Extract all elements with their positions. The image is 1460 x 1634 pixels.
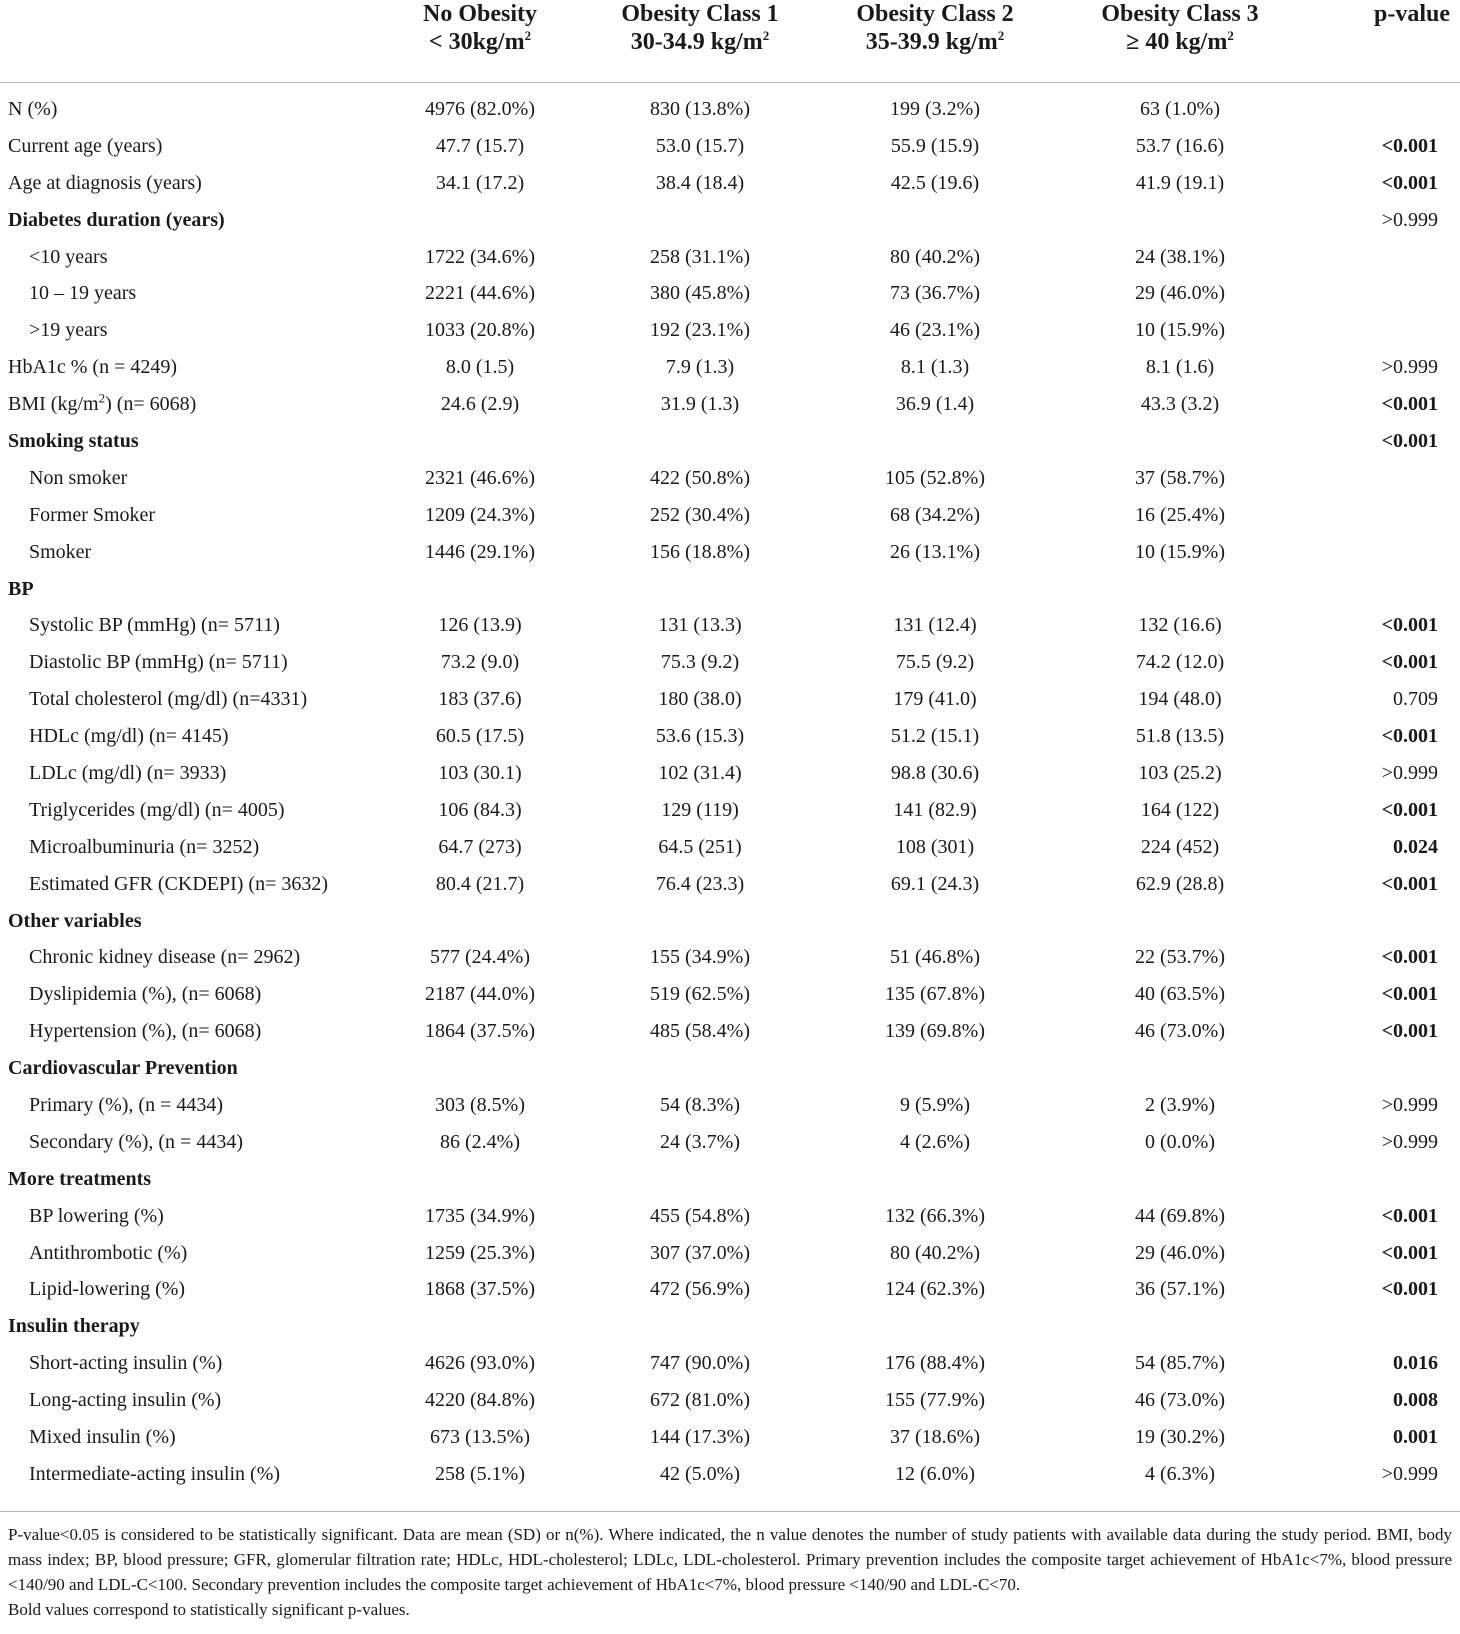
class3-cell: 51.8 (13.5) — [1135, 725, 1225, 748]
header-no-obesity — [370, 0, 590, 83]
no-obesity-cell: 47.7 (15.7) — [435, 134, 525, 157]
table-header — [0, 0, 1460, 83]
class3-cell: 43.3 (3.2) — [1140, 393, 1220, 416]
class3-cell: 8.1 (1.6) — [1145, 356, 1215, 379]
class3-cell: 194 (48.0) — [1138, 688, 1222, 711]
class2-cell: 8.1 (1.3) — [900, 356, 970, 379]
class2-cell: 69.1 (24.3) — [890, 872, 980, 895]
no-obesity-cell: 258 (5.1%) — [435, 1462, 525, 1485]
class3-cell: 103 (25.2) — [1138, 761, 1222, 784]
table-row — [0, 460, 1460, 497]
p-value-cell: <0.001 — [1381, 134, 1438, 157]
table-row — [0, 681, 1460, 718]
table-row — [0, 423, 1460, 460]
header-variable — [0, 0, 370, 83]
class3-cell: 74.2 (12.0) — [1135, 651, 1225, 674]
table-row — [0, 755, 1460, 792]
p-value-cell: >0.999 — [1381, 761, 1438, 784]
class2-cell — [810, 1050, 1060, 1087]
row-label: Systolic BP (mmHg) (n= 5711) — [29, 614, 280, 637]
table-row — [0, 128, 1460, 165]
class2-cell: 4 (2.6%) — [900, 1130, 970, 1153]
p-value-cell — [1300, 460, 1460, 497]
p-value-cell — [1300, 83, 1460, 128]
class3-cell: 54 (85.7%) — [1135, 1352, 1225, 1375]
p-value-cell — [1300, 1050, 1460, 1087]
no-obesity-cell: 2321 (46.6%) — [425, 466, 535, 489]
class3-cell: 36 (57.1%) — [1135, 1278, 1225, 1301]
no-obesity-cell: 1864 (37.5%) — [425, 1020, 535, 1043]
no-obesity-cell: 1209 (24.3%) — [425, 503, 535, 526]
row-label: <10 years — [29, 245, 108, 268]
table-row — [0, 792, 1460, 829]
p-value-cell: <0.001 — [1381, 1241, 1438, 1264]
table-row — [0, 718, 1460, 755]
class3-cell — [1060, 903, 1300, 940]
header-class2-range: 35-39.9 $kg/m^2$ — [865, 28, 1005, 55]
table-row — [0, 1382, 1460, 1419]
class3-cell — [1060, 423, 1300, 460]
table-row — [0, 497, 1460, 534]
row-label: Triglycerides (mg/dl) (n= 4005) — [29, 798, 285, 821]
class2-cell: 141 (82.9) — [893, 798, 977, 821]
p-value-cell: <0.001 — [1381, 946, 1438, 969]
row-label: Chronic kidney disease (n= 2962) — [29, 946, 301, 969]
class2-cell: 51.2 (15.1) — [890, 725, 980, 748]
no-obesity-cell: 24.6 (2.9) — [440, 393, 520, 416]
no-obesity-cell: 8.0 (1.5) — [445, 356, 515, 379]
class2-cell: 124 (62.3%) — [885, 1278, 985, 1301]
no-obesity-cell: 673 (13.5%) — [430, 1426, 530, 1448]
p-value-cell: <0.001 — [1381, 983, 1438, 1006]
class3-cell: 41.9 (19.1) — [1135, 171, 1225, 194]
no-obesity-cell: 106 (84.3) — [438, 798, 522, 821]
p-value-cell — [1300, 275, 1460, 312]
class2-cell: 132 (66.3%) — [885, 1204, 985, 1227]
row-label: Non smoker — [29, 466, 128, 489]
class2-cell: 55.9 (15.9) — [890, 134, 980, 157]
p-value-cell: <0.001 — [1381, 429, 1438, 452]
class1-cell: 129 (119) — [661, 798, 739, 821]
row-label: HbA1c % (n = 4249) — [8, 356, 178, 379]
table-row — [0, 644, 1460, 681]
p-value-cell — [1300, 1308, 1460, 1345]
p-value-cell: <0.001 — [1381, 651, 1438, 674]
class3-cell — [1060, 1161, 1300, 1198]
header-no-obesity-title: No Obesity — [423, 1, 537, 27]
class1-cell: 747 (90.0%) — [650, 1352, 750, 1375]
row-label: Long-acting insulin (%) — [29, 1389, 222, 1412]
no-obesity-cell: 1722 (34.6%) — [425, 245, 535, 268]
class2-cell — [810, 571, 1060, 608]
class1-cell: 830 (13.8%) — [650, 97, 750, 120]
class1-cell — [590, 1161, 810, 1198]
p-value-cell: <0.001 — [1381, 798, 1438, 821]
class3-cell — [1060, 1050, 1300, 1087]
class1-cell: 252 (30.4%) — [650, 503, 750, 526]
row-label: BP lowering (%) — [29, 1204, 164, 1227]
table-row — [0, 1050, 1460, 1087]
class1-cell: 144 (17.3%) — [650, 1426, 750, 1448]
table-row — [0, 1087, 1460, 1124]
no-obesity-cell: 64.7 (273) — [438, 835, 522, 858]
header-class1-title: Obesity Class 1 — [621, 1, 779, 27]
class2-cell: 139 (69.8%) — [885, 1020, 985, 1043]
no-obesity-cell: 1446 (29.1%) — [425, 540, 535, 563]
p-value-cell: <0.001 — [1381, 614, 1438, 637]
class3-cell: 19 (30.2%) — [1135, 1426, 1225, 1448]
class1-cell — [590, 1308, 810, 1345]
class1-cell: 472 (56.9%) — [650, 1278, 750, 1301]
table-row — [0, 1308, 1460, 1345]
no-obesity-cell: 303 (8.5%) — [435, 1093, 525, 1116]
class3-cell: 24 (38.1%) — [1135, 245, 1225, 268]
table-row — [0, 939, 1460, 976]
class2-cell — [810, 903, 1060, 940]
row-label: Intermediate-acting insulin (%) — [29, 1462, 281, 1485]
no-obesity-cell: 1033 (20.8%) — [425, 319, 535, 342]
no-obesity-cell: 4220 (84.8%) — [425, 1389, 535, 1412]
row-label: Dyslipidemia (%), (n= 6068) — [29, 983, 262, 1006]
class2-cell: 98.8 (30.6) — [890, 761, 980, 784]
class2-cell: 105 (52.8%) — [885, 466, 985, 489]
p-value-cell: >0.999 — [1381, 208, 1438, 231]
class2-cell — [810, 1308, 1060, 1345]
class3-cell: 44 (69.8%) — [1135, 1204, 1225, 1227]
table-row — [0, 1161, 1460, 1198]
table-row — [0, 349, 1460, 386]
no-obesity-cell: 1735 (34.9%) — [425, 1204, 535, 1227]
class2-cell — [810, 202, 1060, 239]
p-value-cell: <0.001 — [1381, 393, 1438, 416]
p-value-cell: 0.709 — [1393, 688, 1438, 711]
no-obesity-cell: 86 (2.4%) — [440, 1130, 520, 1153]
row-label: Cardiovascular Prevention — [8, 1057, 238, 1080]
row-label: 10 – 19 years — [29, 282, 137, 305]
p-value-cell: <0.001 — [1381, 171, 1438, 194]
p-value-cell — [1300, 903, 1460, 940]
table-body — [0, 83, 1460, 1493]
class1-cell: 75.3 (9.2) — [660, 651, 740, 674]
row-label: Insulin therapy — [8, 1315, 140, 1338]
class3-cell — [1060, 1308, 1300, 1345]
class2-cell: 73 (36.7%) — [890, 282, 980, 305]
class1-cell: 38.4 (18.4) — [655, 171, 745, 194]
class2-cell: 12 (6.0%) — [895, 1462, 975, 1485]
row-label: Hypertension (%), (n= 6068) — [29, 1020, 262, 1043]
class1-cell: 102 (31.4) — [658, 761, 742, 784]
class2-cell: 9 (5.9%) — [900, 1093, 970, 1116]
table-row — [0, 1345, 1460, 1382]
header-obesity-class-2 — [810, 0, 1060, 83]
p-value-cell — [1300, 312, 1460, 349]
p-value-cell: 0.016 — [1393, 1352, 1438, 1375]
table-row — [0, 1013, 1460, 1050]
no-obesity-cell: 4976 (82.0%) — [425, 97, 535, 120]
row-label: Microalbuminuria (n= 3252) — [29, 835, 260, 858]
class2-cell: 135 (67.8%) — [885, 983, 985, 1006]
row-label: Diabetes duration (years) — [8, 208, 225, 231]
no-obesity-cell: 34.1 (17.2) — [435, 171, 525, 194]
p-value-cell: <0.001 — [1381, 725, 1438, 748]
class3-cell — [1060, 571, 1300, 608]
no-obesity-cell — [370, 571, 590, 608]
table-row — [0, 165, 1460, 202]
p-value-cell: >0.999 — [1381, 1093, 1438, 1116]
row-label: Other variables — [8, 909, 142, 932]
row-label: Mixed insulin (%) — [29, 1426, 176, 1448]
row-label: HDLc (mg/dl) (n= 4145) — [29, 725, 229, 748]
header-class3-range: ≥ 40 $kg/m^2$ — [1126, 28, 1234, 55]
table-row — [0, 1198, 1460, 1235]
table-row — [0, 1124, 1460, 1161]
class2-cell: 37 (18.6%) — [890, 1426, 980, 1448]
p-value-cell — [1300, 239, 1460, 276]
table-footnote — [0, 1511, 1460, 1622]
class1-cell — [590, 423, 810, 460]
p-value-cell: >0.999 — [1381, 356, 1438, 379]
header-p-value: p-value — [1300, 0, 1460, 83]
no-obesity-cell: 2187 (44.0%) — [425, 983, 535, 1006]
class1-cell — [590, 1050, 810, 1087]
row-label: Smoking status — [8, 429, 139, 452]
no-obesity-cell — [370, 202, 590, 239]
class1-cell: 519 (62.5%) — [650, 983, 750, 1006]
row-label: Total cholesterol (mg/dl) (n=4331) — [29, 688, 308, 711]
class2-cell: 80 (40.2%) — [890, 1241, 980, 1264]
no-obesity-cell: 60.5 (17.5) — [435, 725, 525, 748]
no-obesity-cell — [370, 1161, 590, 1198]
header-obesity-class-1 — [590, 0, 810, 83]
class1-cell: 380 (45.8%) — [650, 282, 750, 305]
class1-cell — [590, 202, 810, 239]
table-row — [0, 1419, 1460, 1456]
header-no-obesity-range: < $30kg/m^2$ — [428, 28, 532, 55]
header-row — [0, 0, 1460, 83]
p-value-cell: >0.999 — [1381, 1462, 1438, 1485]
p-value-cell: 0.001 — [1393, 1426, 1438, 1448]
table-row — [0, 1235, 1460, 1272]
class3-cell: 22 (53.7%) — [1135, 946, 1225, 969]
no-obesity-cell — [370, 1050, 590, 1087]
class3-cell: 10 (15.9%) — [1135, 319, 1225, 342]
class3-cell: 63 (1.0%) — [1140, 97, 1220, 120]
class2-cell: 199 (3.2%) — [890, 97, 980, 120]
row-label: Primary (%), (n = 4434) — [29, 1093, 224, 1116]
row-label: Lipid-lowering (%) — [29, 1278, 186, 1301]
class1-cell: 31.9 (1.3) — [660, 393, 740, 416]
class2-cell: 80 (40.2%) — [890, 245, 980, 268]
row-label: Antithrombotic (%) — [29, 1241, 188, 1264]
no-obesity-cell: 80.4 (21.7) — [435, 872, 525, 895]
class2-cell: 51 (46.8%) — [890, 946, 980, 969]
p-value-cell — [1300, 534, 1460, 571]
no-obesity-cell: 183 (37.6) — [438, 688, 522, 711]
class1-cell: 485 (58.4%) — [650, 1020, 750, 1043]
no-obesity-cell: 1259 (25.3%) — [425, 1241, 535, 1264]
row-label: Diastolic BP (mmHg) (n= 5711) — [29, 651, 288, 674]
row-label: Age at diagnosis (years) — [8, 171, 202, 194]
class3-cell: 40 (63.5%) — [1135, 983, 1225, 1006]
class3-cell: 16 (25.4%) — [1135, 503, 1225, 526]
class2-cell — [810, 1161, 1060, 1198]
footnote-text: P-value<0.05 is considered to be statistically significant. Data are mean (SD) or n(%). Where indicated, the n value denotes the number of study patients with available data during the study period. BMI, body mass index; BP, blood pressure; GFR, glomerular filtration rate; HDLc, HDL-cholesterol; LDLc, LDL-cholesterol. Primary prevention includes the composite target achievement of HbA1c<7%, blood pressure <140/90 and LDL-C<100. Secondary prevention includes the composite target achievement of HbA1c<7%, blood pressure <140/90 and LDL-C<70. — [8, 1525, 1452, 1594]
class2-cell: 108 (301) — [895, 835, 975, 858]
no-obesity-cell: 4626 (93.0%) — [425, 1352, 535, 1375]
class2-cell: 131 (12.4) — [893, 614, 977, 637]
table-row — [0, 239, 1460, 276]
class1-cell: 455 (54.8%) — [650, 1204, 750, 1227]
table-row — [0, 83, 1460, 128]
p-value-cell: 0.008 — [1393, 1389, 1438, 1412]
class1-cell: 180 (38.0) — [658, 688, 742, 711]
p-value-cell: <0.001 — [1381, 1278, 1438, 1301]
class3-cell: 46 (73.0%) — [1135, 1020, 1225, 1043]
class2-cell: 68 (34.2%) — [890, 503, 980, 526]
no-obesity-cell — [370, 1308, 590, 1345]
table-row — [0, 386, 1460, 423]
p-value-cell — [1300, 1161, 1460, 1198]
row-label: >19 years — [29, 319, 108, 342]
class3-cell: 164 (122) — [1140, 798, 1220, 821]
class3-cell: 0 (0.0%) — [1145, 1130, 1215, 1153]
row-label: Smoker — [29, 540, 92, 563]
no-obesity-cell: 73.2 (9.0) — [440, 651, 520, 674]
row-label: More treatments — [8, 1167, 152, 1190]
p-value-cell: <0.001 — [1381, 1020, 1438, 1043]
class1-cell: 422 (50.8%) — [650, 466, 750, 489]
row-label: Short-acting insulin (%) — [29, 1352, 223, 1375]
no-obesity-cell: 2221 (44.6%) — [425, 282, 535, 305]
class2-cell: 155 (77.9%) — [885, 1389, 985, 1412]
table-row — [0, 607, 1460, 644]
row-label: Former Smoker — [29, 503, 156, 526]
class1-cell: 53.6 (15.3) — [655, 725, 745, 748]
header-obesity-class-3 — [1060, 0, 1300, 83]
p-value-cell — [1300, 497, 1460, 534]
class1-cell: 156 (18.8%) — [650, 540, 750, 563]
no-obesity-cell: 1868 (37.5%) — [425, 1278, 535, 1301]
class1-cell: 672 (81.0%) — [650, 1389, 750, 1412]
row-label: LDLc (mg/dl) (n= 3933) — [29, 761, 227, 784]
class1-cell: 54 (8.3%) — [660, 1093, 740, 1116]
class1-cell: 192 (23.1%) — [650, 319, 750, 342]
no-obesity-cell: 126 (13.9) — [438, 614, 522, 637]
table-row — [0, 312, 1460, 349]
row-label: Secondary (%), (n = 4434) — [29, 1130, 243, 1153]
table-row — [0, 1456, 1460, 1493]
table-row — [0, 866, 1460, 903]
class1-cell: 42 (5.0%) — [660, 1462, 740, 1485]
row-label: Current age (years) — [8, 134, 163, 157]
class2-cell: 75.5 (9.2) — [895, 651, 975, 674]
class1-cell: 64.5 (251) — [658, 835, 742, 858]
class2-cell: 46 (23.1%) — [890, 319, 980, 342]
class3-cell: 132 (16.6) — [1138, 614, 1222, 637]
class2-cell: 36.9 (1.4) — [895, 393, 975, 416]
header-class3-title: Obesity Class 3 — [1101, 1, 1259, 27]
row-label: Estimated GFR (CKDEPI) (n= 3632) — [29, 872, 329, 895]
p-value-cell — [1300, 571, 1460, 608]
row-label: BP — [8, 577, 34, 600]
table-row — [0, 829, 1460, 866]
table-row — [0, 202, 1460, 239]
table-row — [0, 1272, 1460, 1309]
table-row — [0, 275, 1460, 312]
class3-cell: 46 (73.0%) — [1135, 1389, 1225, 1412]
table-row — [0, 534, 1460, 571]
class2-cell: 42.5 (19.6) — [890, 171, 980, 194]
no-obesity-cell: 577 (24.4%) — [430, 946, 530, 969]
class1-cell: 307 (37.0%) — [650, 1241, 750, 1264]
class3-cell: 29 (46.0%) — [1135, 1241, 1225, 1264]
class1-cell: 53.0 (15.7) — [655, 134, 745, 157]
no-obesity-cell: 103 (30.1) — [438, 761, 522, 784]
class3-cell: 29 (46.0%) — [1135, 282, 1225, 305]
class1-cell — [590, 903, 810, 940]
row-label: N (%) — [8, 97, 58, 120]
table-row — [0, 571, 1460, 608]
class2-cell: 176 (88.4%) — [885, 1352, 985, 1375]
no-obesity-cell — [370, 903, 590, 940]
p-value-cell: 0.024 — [1393, 835, 1438, 858]
class3-cell: 4 (6.3%) — [1145, 1462, 1215, 1485]
p-value-cell: <0.001 — [1381, 1204, 1438, 1227]
class1-cell: 76.4 (23.3) — [655, 872, 745, 895]
class3-cell — [1060, 202, 1300, 239]
header-class1-range: 30-34.9 $kg/m^2$ — [630, 28, 770, 55]
p-value-cell: >0.999 — [1381, 1130, 1438, 1153]
class1-cell: 24 (3.7%) — [660, 1130, 740, 1153]
class1-cell: 131 (13.3) — [658, 614, 742, 637]
class3-cell: 2 (3.9%) — [1145, 1093, 1215, 1116]
class1-cell — [590, 571, 810, 608]
class1-cell: 258 (31.1%) — [650, 245, 750, 268]
table-row — [0, 976, 1460, 1013]
table-row — [0, 903, 1460, 940]
class1-cell: 155 (34.9%) — [650, 946, 750, 969]
p-value-cell: <0.001 — [1381, 872, 1438, 895]
footnote-bold-note: Bold values correspond to statistically significant p-values. — [8, 1600, 410, 1619]
class3-cell: 224 (452) — [1140, 835, 1220, 858]
class2-cell — [810, 423, 1060, 460]
class1-cell: 7.9 (1.3) — [665, 356, 735, 379]
header-class2-title: Obesity Class 2 — [856, 1, 1014, 27]
class2-cell: 26 (13.1%) — [890, 540, 980, 563]
class2-cell: 179 (41.0) — [893, 688, 977, 711]
class3-cell: 37 (58.7%) — [1135, 466, 1225, 489]
class3-cell: 53.7 (16.6) — [1135, 134, 1225, 157]
row-label: BMI $(kg/m^2)$ (n= 6068) — [8, 390, 197, 416]
class3-cell: 10 (15.9%) — [1135, 540, 1225, 563]
class3-cell: 62.9 (28.8) — [1135, 872, 1225, 895]
no-obesity-cell — [370, 423, 590, 460]
